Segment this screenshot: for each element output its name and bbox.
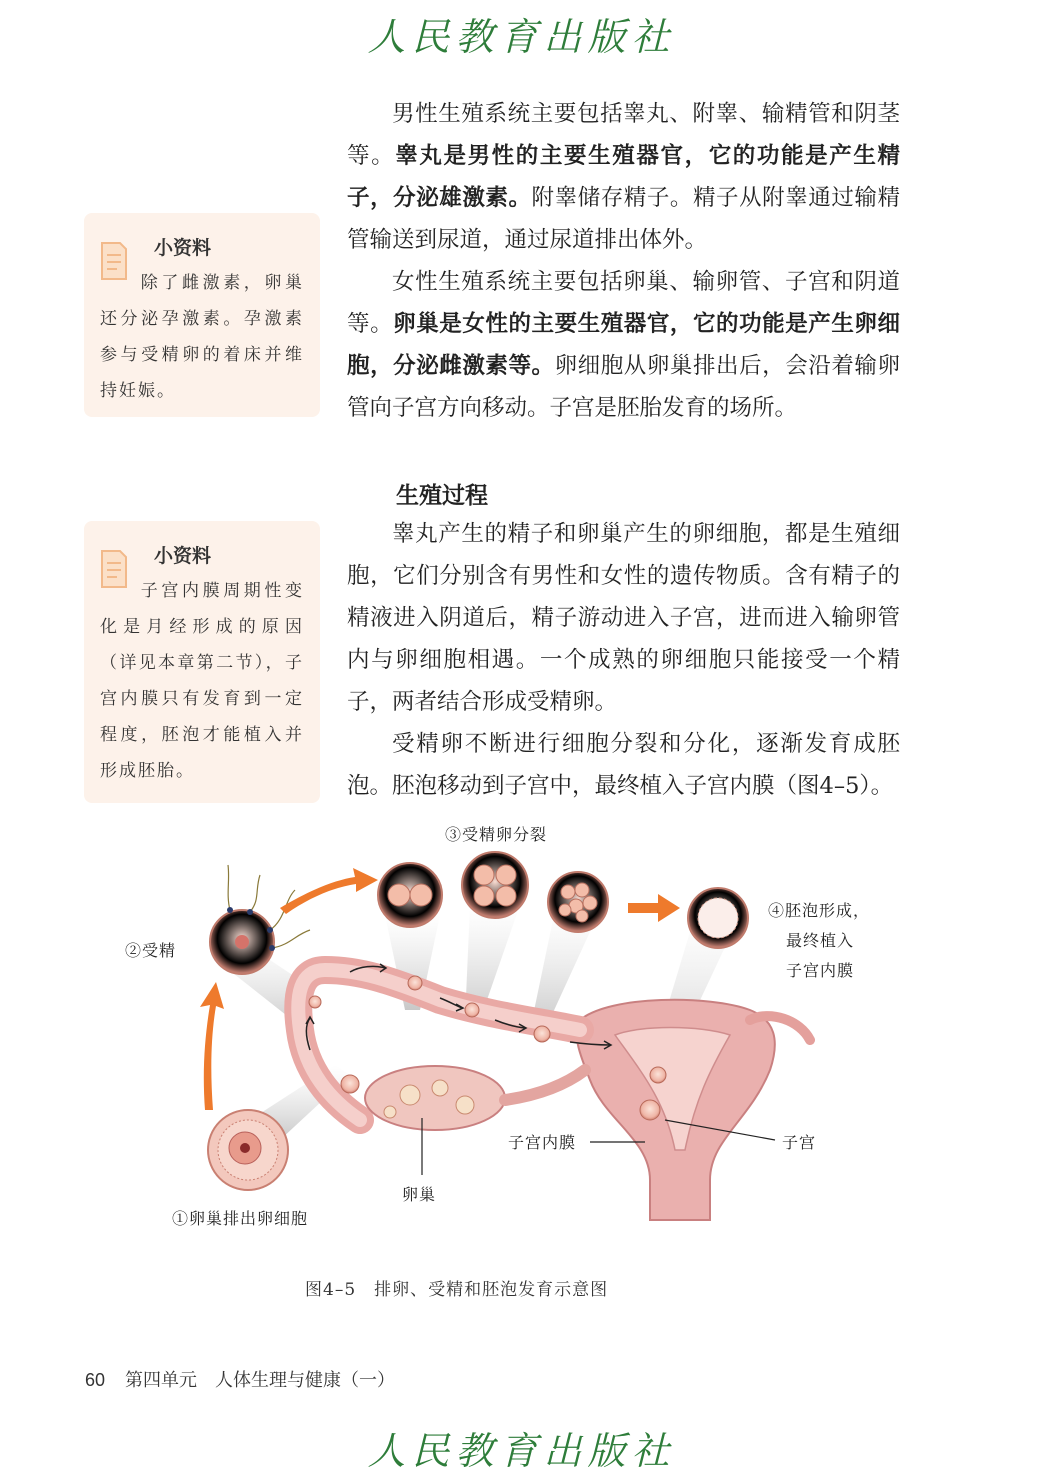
implanted-blastocyst: [640, 1100, 660, 1120]
sidenote-1-title: 小资料: [154, 237, 212, 259]
label-step4-line1: ④胚泡形成，: [768, 901, 871, 920]
p2-bold: 卵巢是女性的主要生殖器官，它的功能是产生卵细胞，分泌雌激素等。: [347, 311, 900, 379]
label-step2: ②受精: [125, 941, 177, 960]
sidenote-2: [84, 521, 320, 803]
label-endometrium: 子宫内膜: [508, 1133, 577, 1152]
zygote-morula: [548, 872, 608, 932]
figure-illustration: [110, 820, 910, 1240]
unit-title: 第四单元 人体生理与健康（一）: [125, 1370, 396, 1391]
zygote-4-cell: [462, 852, 528, 918]
page-footer: [85, 1366, 395, 1392]
blastocyst: [688, 888, 748, 948]
publisher-logo-bottom: 人民教育出版社: [367, 1429, 676, 1473]
publisher-logo-top: 人民教育出版社: [367, 15, 676, 59]
paragraph-female-system: [347, 261, 900, 429]
p1-bold: 睾丸是男性的主要生殖器官，它的功能是产生精子，分泌雄激素。: [347, 143, 900, 211]
sidenote-2-title: 小资料: [154, 545, 212, 567]
label-step1: ①卵巢排出卵细胞: [172, 1209, 309, 1228]
sidenote-2-text: 子宫内膜周期性变化是月经形成的原因（详见本章第二节），子宫内膜只有发育到一定程度，胚泡才能植入并形成胚胎。: [100, 581, 304, 781]
label-step4-line2: 最终植入: [786, 931, 855, 950]
p2-text-a: 女性生殖系统主要包括卵巢、输卵管、子宫和阴道等。: [347, 269, 900, 337]
fertilized-egg: [210, 865, 310, 974]
zygote-2-cell: [378, 863, 442, 927]
sidenote-1-text: 除了雌激素，卵巢还分泌孕激素。孕激素参与受精卵的着床并维持妊娠。: [100, 273, 304, 401]
document-icon: [100, 241, 128, 281]
label-step3: ③受精卵分裂: [445, 825, 548, 844]
p3-text: 睾丸产生的精子和卵巢产生的卵细胞，都是生殖细胞，它们分别含有男性和女性的遗传物质。含有精子的精液进入阴道后，精子游动进入子宫，进而进入输卵管内与卵细胞相遇。一个成熟的卵细胞只能接受一个精子，两者结合形成受精卵。: [347, 521, 900, 715]
figure-ovulation-fertilization: [110, 820, 910, 1240]
section-title: 生殖过程: [396, 483, 488, 509]
ovulated-egg: [208, 1110, 288, 1190]
label-step4-line3: 子宫内膜: [786, 961, 855, 980]
ovary-shape: [365, 1066, 505, 1130]
sidenote-1: [84, 213, 320, 417]
page-number: 60: [85, 1370, 106, 1390]
figure-caption: 图4–5 排卵、受精和胚泡发育示意图: [305, 1280, 609, 1300]
p1-text-c: 附睾储存精子。精子从附睾通过输精管输送到尿道，通过尿道排出体外。: [347, 185, 900, 253]
label-ovary: 卵巢: [402, 1185, 437, 1204]
label-uterus: 子宫: [782, 1133, 817, 1152]
p4-text: 受精卵不断进行细胞分裂和分化，逐渐发育成胚泡。胚泡移动到子宫中，最终植入子宫内膜（图4–5）。: [347, 731, 900, 799]
p2-text-c: 卵细胞从卵巢排出后，会沿着输卵管向子宫方向移动。子宫是胚胎发育的场所。: [347, 353, 900, 421]
paragraph-male-system: [347, 93, 900, 261]
p1-text-a: 男性生殖系统主要包括睾丸、附睾、输精管和阴茎等。: [347, 101, 900, 169]
document-icon: [100, 549, 128, 589]
paragraph-reproduction: [347, 513, 900, 807]
